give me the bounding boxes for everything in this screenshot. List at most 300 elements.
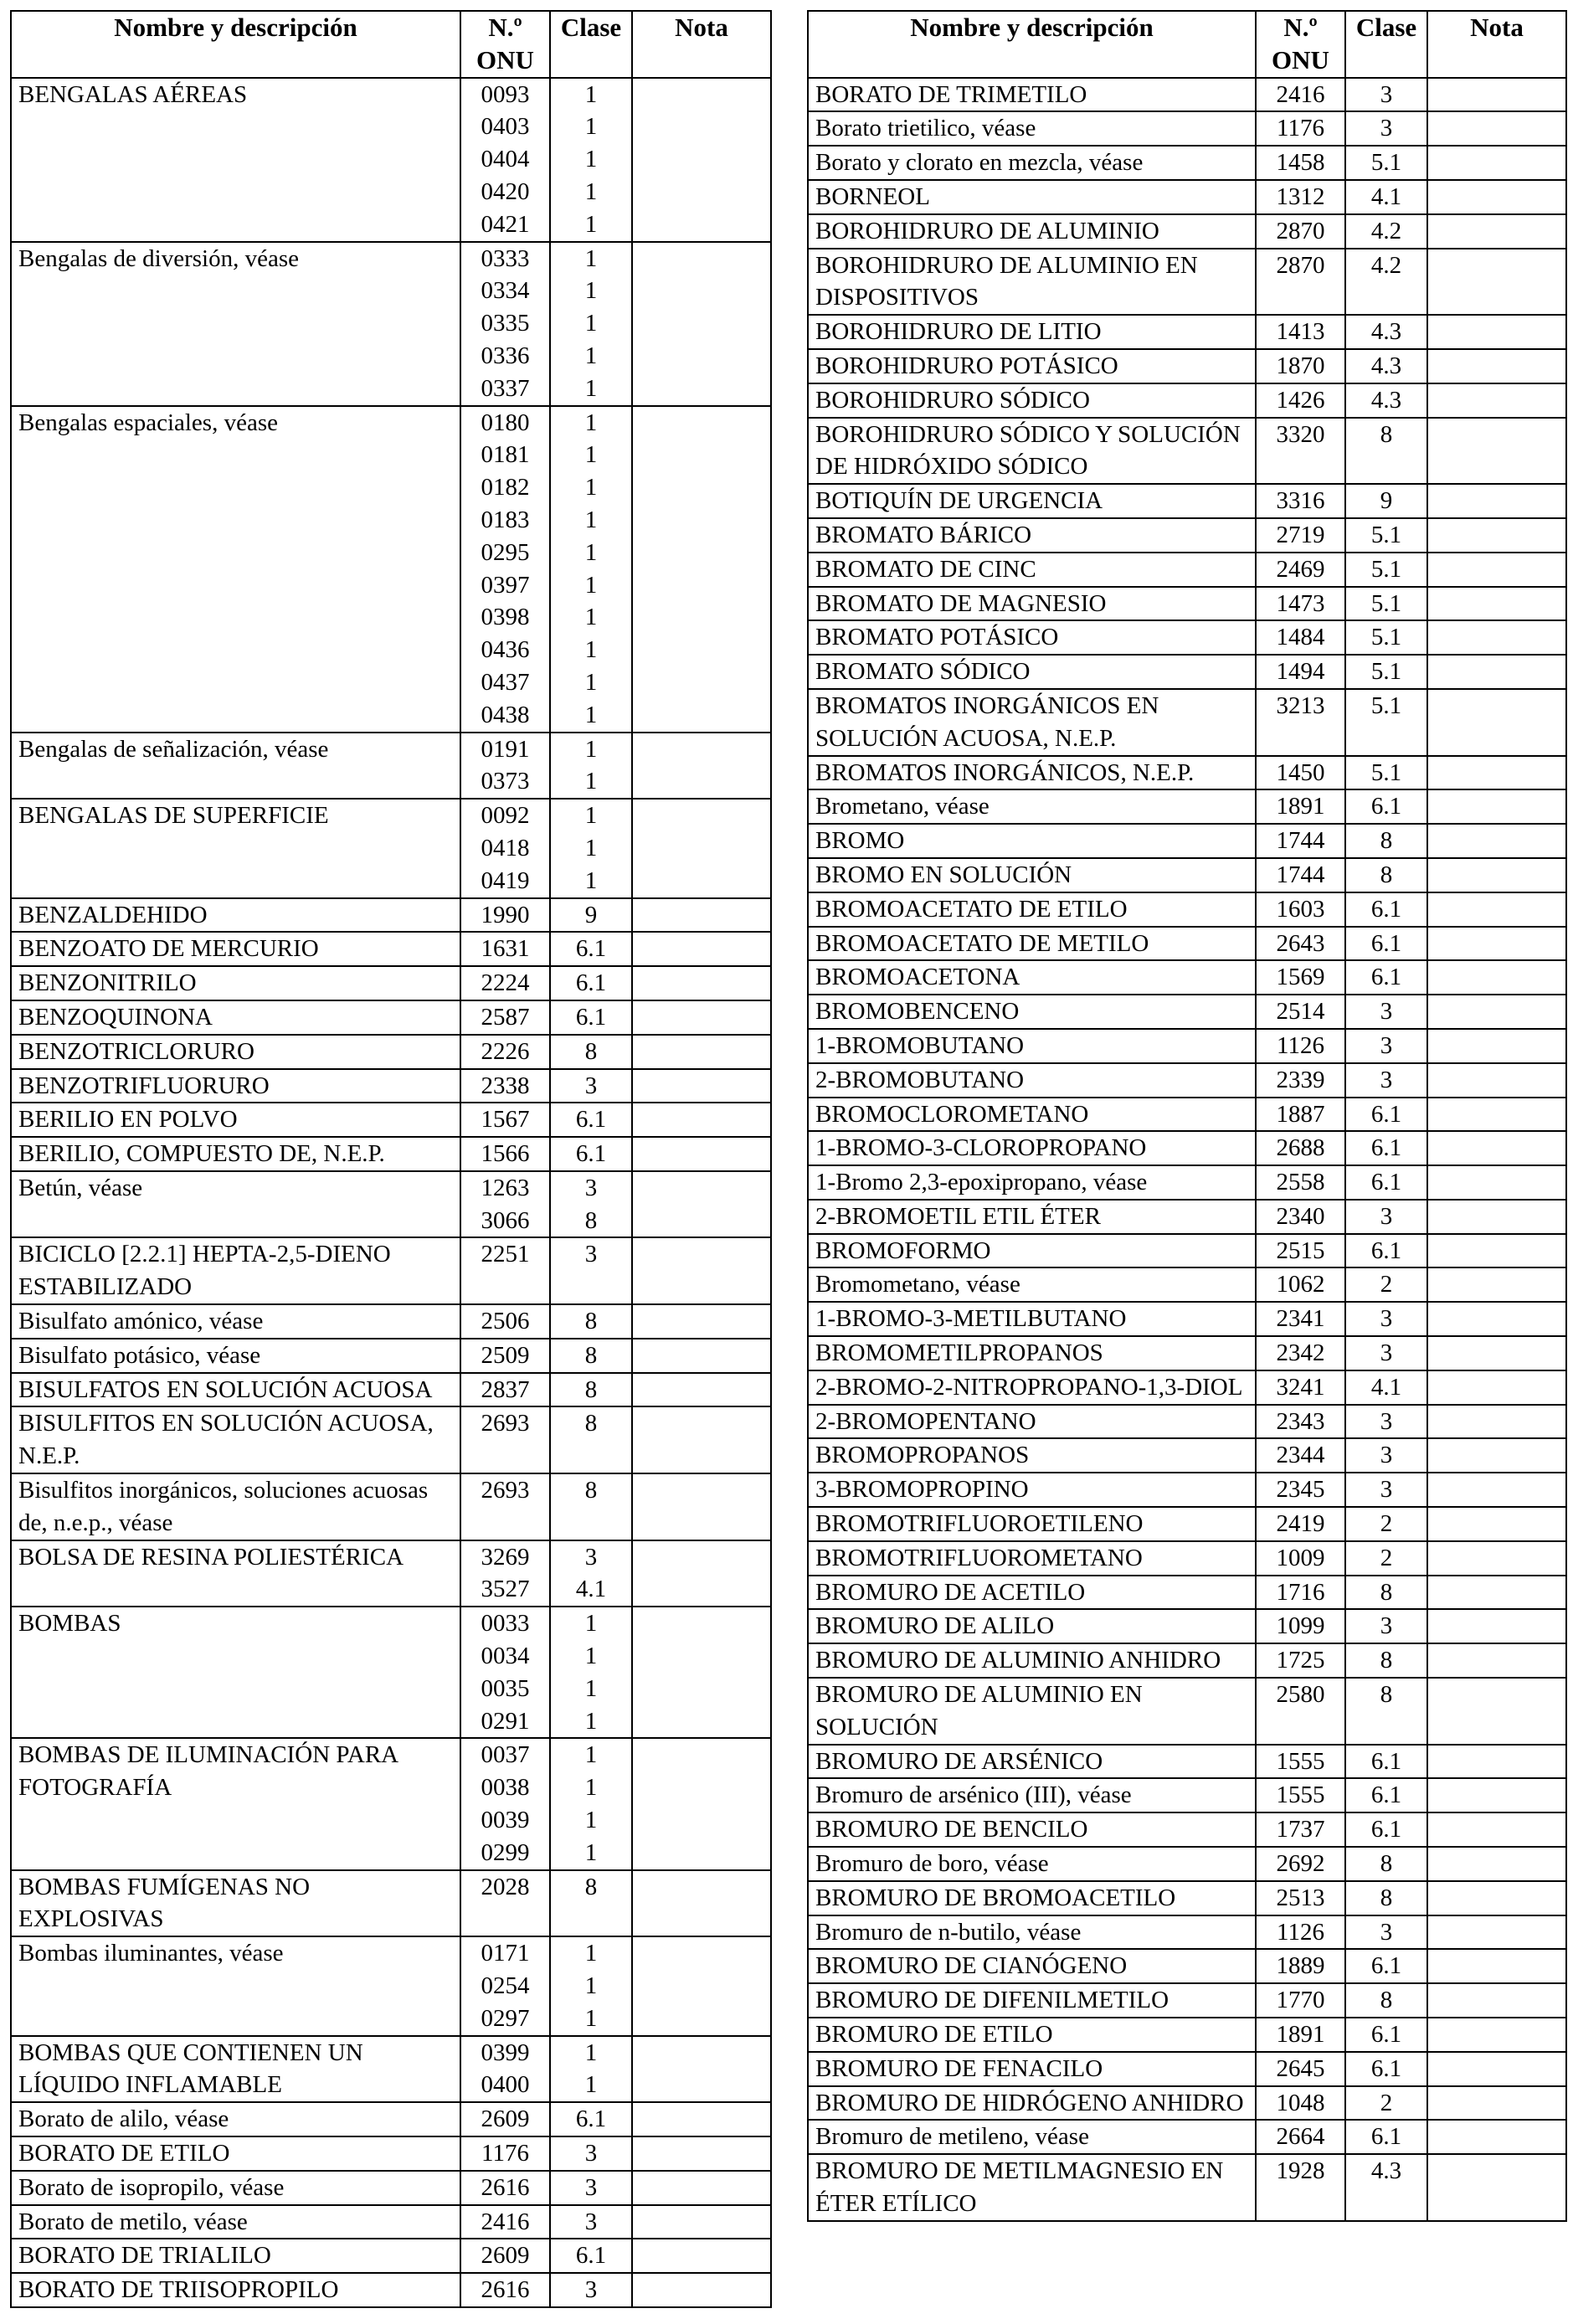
hazard-class: 3 [1380, 1031, 1393, 1059]
un-number: 1928 [1276, 2157, 1325, 2185]
table-row [808, 1778, 1566, 1812]
un-number: 0398 [481, 604, 530, 631]
hazard-class: 4.3 [1370, 386, 1402, 414]
substance-name: 2-BROMOETIL ETIL ÉTER [808, 1200, 1256, 1234]
un-number-cell [460, 898, 550, 933]
class-cell [1345, 349, 1427, 383]
un-number-cell [1256, 1200, 1345, 1234]
un-number: 2664 [1276, 2123, 1325, 2151]
un-number: 3316 [1276, 487, 1325, 515]
note-cell [1427, 315, 1566, 349]
substance-name: BROMATO POTÁSICO [808, 620, 1256, 655]
substance-name: BOROHIDRURO DE ALUMINIO [808, 214, 1256, 249]
note-cell [1427, 1098, 1566, 1132]
table-row [808, 1063, 1566, 1098]
hazard-class: 5.1 [1370, 589, 1402, 617]
table-row [808, 1336, 1566, 1370]
un-number-cell [1256, 1165, 1345, 1200]
un-number: 1569 [1276, 964, 1325, 991]
hazard-class: 6.1 [1370, 1100, 1402, 1128]
un-number: 1725 [1276, 1647, 1325, 1674]
hazard-class: 3 [1380, 1066, 1393, 1093]
note-cell [1427, 1949, 1566, 1983]
note-cell [1427, 587, 1566, 621]
table-row [11, 1137, 771, 1171]
note-cell [1427, 1881, 1566, 1915]
un-number-cell [460, 733, 550, 800]
class-cell [1345, 995, 1427, 1029]
un-number-cell [460, 406, 550, 733]
note-cell [1427, 78, 1566, 112]
note-cell [1427, 620, 1566, 655]
table-row [808, 484, 1566, 518]
table-row [808, 111, 1566, 146]
class-cell [1345, 1507, 1427, 1541]
substance-name: BERILIO, COMPUESTO DE, N.E.P. [11, 1137, 460, 1171]
header-un-number: N.º ONU [460, 11, 550, 78]
note-cell [1427, 1029, 1566, 1063]
substance-name: Bisulfato amónico, véase [11, 1304, 460, 1339]
substance-name: BROMURO DE ACETILO [808, 1576, 1256, 1610]
table-row [808, 960, 1566, 995]
hazard-class: 6.1 [575, 1003, 607, 1031]
un-number: 0295 [481, 538, 530, 566]
substance-name: BROMURO DE FENACILO [808, 2052, 1256, 2086]
hazard-class: 1 [584, 177, 598, 205]
class-cell [550, 1540, 632, 1607]
un-number-cell [1256, 1881, 1345, 1915]
substance-name: Bombas iluminantes, véase [11, 1936, 460, 2035]
table-row [808, 1302, 1566, 1336]
un-number-cell [1256, 1745, 1345, 1779]
hazard-class: 1 [584, 244, 598, 272]
hazard-class: 8 [584, 1037, 598, 1065]
hazard-class: 3 [584, 2208, 598, 2235]
substance-name: BROMURO DE BENCILO [808, 1812, 1256, 1847]
un-number: 1263 [481, 1174, 530, 1201]
un-number: 3241 [1276, 1373, 1325, 1401]
hazard-class: 9 [1380, 487, 1393, 515]
un-number: 0037 [481, 1741, 530, 1769]
note-cell [1427, 824, 1566, 858]
table-row [808, 655, 1566, 689]
note-cell [1427, 1812, 1566, 1847]
table-row [808, 927, 1566, 961]
substance-name: BROMATOS INORGÁNICOS, N.E.P. [808, 756, 1256, 790]
class-cell [550, 2239, 632, 2273]
un-number: 2506 [481, 1308, 530, 1335]
un-number: 1413 [1276, 318, 1325, 346]
table-row [808, 249, 1566, 316]
class-cell [550, 2102, 632, 2136]
un-number: 1312 [1276, 183, 1325, 210]
un-number-cell [1256, 1609, 1345, 1643]
note-cell [1427, 1131, 1566, 1165]
table-row [11, 2102, 771, 2136]
hazard-class: 2 [1380, 1510, 1393, 1538]
hazard-class: 1 [584, 1643, 598, 1670]
note-cell [1427, 484, 1566, 518]
header-row [808, 11, 1566, 78]
hazard-class: 8 [1380, 1578, 1393, 1606]
un-number: 1716 [1276, 1578, 1325, 1606]
class-cell [1345, 1063, 1427, 1098]
note-cell [1427, 214, 1566, 249]
substance-name: BROMOTRIFLUOROETILENO [808, 1507, 1256, 1541]
table-row [808, 1098, 1566, 1132]
class-cell [1345, 2154, 1427, 2221]
hazard-class: 1 [584, 146, 598, 173]
table-row [808, 587, 1566, 621]
hazard-class: 4.3 [1370, 352, 1402, 379]
hazard-class: 3 [584, 2140, 598, 2167]
class-cell [1345, 1812, 1427, 1847]
class-cell [1345, 960, 1427, 995]
note-cell [1427, 1063, 1566, 1098]
table-row [808, 1576, 1566, 1610]
hazard-class: 6.1 [575, 1106, 607, 1134]
note-cell [1427, 1405, 1566, 1439]
un-number: 2338 [481, 1072, 530, 1099]
un-number: 2558 [1276, 1169, 1325, 1196]
un-number: 2580 [1276, 1681, 1325, 1709]
substance-name: BOROHIDRURO SÓDICO [808, 383, 1256, 418]
substance-name: Borato de isopropilo, véase [11, 2171, 460, 2205]
table-row [808, 1200, 1566, 1234]
table-row [808, 146, 1566, 180]
un-number: 1484 [1276, 624, 1325, 651]
table-row [808, 2018, 1566, 2052]
class-cell [1345, 1098, 1427, 1132]
table-row [11, 1540, 771, 1607]
un-number: 1048 [1276, 2089, 1325, 2116]
table-row [11, 1870, 771, 1937]
un-number-cell [1256, 756, 1345, 790]
un-number: 2692 [1276, 1850, 1325, 1878]
un-number-cell [1256, 111, 1345, 146]
hazard-class: 1 [584, 506, 598, 533]
class-cell [550, 406, 632, 733]
substance-name: BOMBAS QUE CONTIENEN UN LÍQUIDO INFLAMABLE [11, 2036, 460, 2103]
class-cell [1345, 383, 1427, 418]
un-number-cell [460, 2036, 550, 2103]
un-number: 2719 [1276, 521, 1325, 548]
hazard-class: 8 [584, 1477, 598, 1504]
hazard-class: 3 [1380, 1442, 1393, 1469]
hazard-class: 8 [584, 1206, 598, 1234]
hazard-class: 1 [584, 768, 598, 795]
note-cell [1427, 383, 1566, 418]
class-cell [550, 1237, 632, 1304]
un-number: 1458 [1276, 149, 1325, 177]
un-number: 2339 [1276, 1066, 1325, 1093]
note-cell [632, 2205, 771, 2239]
un-number: 1176 [481, 2140, 529, 2167]
un-number: 0333 [481, 244, 530, 272]
substance-name: Bromometano, véase [808, 1267, 1256, 1302]
un-number: 2693 [481, 1410, 530, 1437]
note-cell [632, 242, 771, 406]
table-row [11, 2171, 771, 2205]
hazard-class: 5.1 [1370, 521, 1402, 548]
class-cell [1345, 2120, 1427, 2154]
note-cell [632, 1373, 771, 1407]
un-number-cell [1256, 1131, 1345, 1165]
un-number-cell [460, 2102, 550, 2136]
table-row [808, 383, 1566, 418]
table-row [11, 1304, 771, 1339]
substance-name: Bisulfato potásico, véase [11, 1339, 460, 1373]
un-number: 2469 [1276, 555, 1325, 583]
class-cell [1345, 689, 1427, 756]
note-cell [632, 898, 771, 933]
class-cell [1345, 1336, 1427, 1370]
un-number-cell [1256, 214, 1345, 249]
class-cell [1345, 1234, 1427, 1268]
hazard-class: 3 [1380, 1407, 1393, 1435]
hazard-class: 4.3 [1370, 2157, 1402, 2185]
un-number-cell [460, 1237, 550, 1304]
hazard-class: 4.2 [1370, 251, 1402, 279]
un-number-cell [460, 966, 550, 1000]
hazard-class: 6.1 [1370, 1747, 1402, 1775]
un-number: 1062 [1276, 1271, 1325, 1298]
hazard-class: 2 [1380, 2089, 1393, 2116]
note-cell [1427, 1267, 1566, 1302]
hazard-class: 6.1 [1370, 1169, 1402, 1196]
note-cell [1427, 927, 1566, 961]
substance-name: BOMBAS FUMÍGENAS NO EXPLOSIVAS [11, 1870, 460, 1937]
class-cell [1345, 892, 1427, 927]
un-number: 1889 [1276, 1952, 1325, 1980]
un-number-cell [1256, 146, 1345, 180]
un-number-cell [1256, 1405, 1345, 1439]
class-cell [550, 1738, 632, 1869]
un-number-cell [460, 2205, 550, 2239]
un-number: 0337 [481, 374, 530, 402]
substance-name: BOROHIDRURO POTÁSICO [808, 349, 1256, 383]
un-number-cell [1256, 553, 1345, 587]
class-cell [1345, 620, 1427, 655]
un-number: 0180 [481, 409, 530, 436]
hazard-class: 3 [1380, 1476, 1393, 1504]
hazard-class: 5.1 [1370, 692, 1402, 719]
note-cell [632, 2171, 771, 2205]
un-number: 0437 [481, 668, 530, 696]
un-number-cell [1256, 1234, 1345, 1268]
hazard-class: 5.1 [1370, 624, 1402, 651]
table-row [11, 1373, 771, 1407]
un-number: 0039 [481, 1807, 530, 1834]
un-number: 0093 [481, 80, 530, 108]
substance-name: Bromuro de arsénico (III), véase [808, 1778, 1256, 1812]
un-number: 2224 [481, 969, 530, 997]
un-number-cell [1256, 78, 1345, 112]
left-table [10, 10, 772, 2308]
note-cell [1427, 146, 1566, 180]
hazard-class: 6.1 [1370, 929, 1402, 957]
note-cell [632, 1406, 771, 1473]
un-number-cell [1256, 1473, 1345, 1507]
un-number: 1631 [481, 935, 530, 963]
table-row [11, 799, 771, 897]
class-cell [1345, 518, 1427, 553]
substance-name: Bengalas de diversión, véase [11, 242, 460, 406]
substance-name: Bengalas de señalización, véase [11, 733, 460, 800]
table-row [11, 1237, 771, 1304]
substance-name: BOROHIDRURO DE LITIO [808, 315, 1256, 349]
un-number: 0403 [481, 113, 530, 141]
un-number: 1891 [1276, 2021, 1325, 2049]
substance-name: Borato de metilo, véase [11, 2205, 460, 2239]
hazard-class: 1 [584, 1940, 598, 1967]
note-cell [632, 2136, 771, 2171]
un-number: 2345 [1276, 1476, 1325, 1504]
hazard-class: 3 [1380, 1305, 1393, 1333]
note-cell [632, 406, 771, 733]
table-row [808, 1473, 1566, 1507]
hazard-class: 1 [584, 735, 598, 763]
substance-name: BROMURO DE ALUMINIO ANHIDRO [808, 1643, 1256, 1678]
table-row [11, 1069, 771, 1103]
un-number: 2609 [481, 2242, 530, 2270]
un-number: 0400 [481, 2071, 530, 2099]
un-number-cell [1256, 892, 1345, 927]
hazard-class: 8 [584, 1410, 598, 1437]
class-cell [1345, 1745, 1427, 1779]
hazard-class: 5.1 [1370, 658, 1402, 686]
un-number: 1744 [1276, 827, 1325, 855]
substance-name: BORATO DE ETILO [11, 2136, 460, 2171]
un-number: 2616 [481, 2173, 530, 2201]
class-cell [550, 1035, 632, 1069]
class-cell [1345, 1576, 1427, 1610]
un-number-cell [460, 1473, 550, 1540]
un-number-cell [460, 1103, 550, 1137]
un-number: 2416 [481, 2208, 530, 2235]
un-number: 0404 [481, 146, 530, 173]
table-row [808, 315, 1566, 349]
un-number-cell [1256, 1983, 1345, 2018]
table-row [11, 966, 771, 1000]
hazard-class: 1 [584, 113, 598, 141]
note-cell [632, 78, 771, 242]
substance-name: BROMATO DE CINC [808, 553, 1256, 587]
substance-name: Borato y clorato en mezcla, véase [808, 146, 1256, 180]
class-cell [1345, 1881, 1427, 1915]
un-number-cell [1256, 1302, 1345, 1336]
substance-name: BROMURO DE ALUMINIO EN SOLUCIÓN [808, 1678, 1256, 1745]
note-cell [1427, 1302, 1566, 1336]
note-cell [632, 1237, 771, 1304]
note-cell [1427, 1915, 1566, 1950]
un-number: 1990 [481, 901, 530, 928]
substance-name: Bengalas espaciales, véase [11, 406, 460, 733]
note-cell [632, 932, 771, 966]
hazard-class: 6.1 [1370, 1816, 1402, 1843]
un-number: 2028 [481, 1873, 530, 1900]
un-number: 3269 [481, 1543, 530, 1571]
un-number: 1555 [1276, 1782, 1325, 1809]
un-number: 0033 [481, 1610, 530, 1638]
hazard-class: 1 [584, 1838, 598, 1866]
hazard-class: 8 [1380, 1681, 1393, 1709]
hazard-class: 1 [584, 636, 598, 664]
substance-name: BROMURO DE BROMOACETILO [808, 1881, 1256, 1915]
header-name: Nombre y descripción [808, 11, 1256, 78]
hazard-class: 1 [584, 604, 598, 631]
table-row [808, 1983, 1566, 2018]
un-number: 0397 [481, 571, 530, 599]
hazard-class: 3 [584, 2276, 598, 2304]
un-number-cell [1256, 995, 1345, 1029]
un-number-cell [1256, 1507, 1345, 1541]
note-cell [1427, 1473, 1566, 1507]
substance-name: BROMOFORMO [808, 1234, 1256, 1268]
hazard-class: 3 [1380, 115, 1393, 142]
hazard-class: 8 [1380, 827, 1393, 855]
substance-name: 3-BROMOPROPINO [808, 1473, 1256, 1507]
hazard-class: 1 [584, 409, 598, 436]
un-number-cell [1256, 1812, 1345, 1847]
un-number: 0336 [481, 342, 530, 369]
un-number-cell [1256, 587, 1345, 621]
un-number-cell [1256, 655, 1345, 689]
note-cell [632, 1304, 771, 1339]
un-number: 0171 [481, 1940, 530, 1967]
substance-name: BROMURO DE ARSÉNICO [808, 1745, 1256, 1779]
un-number-cell [1256, 1098, 1345, 1132]
hazard-class: 6.1 [575, 969, 607, 997]
un-number: 2416 [1276, 80, 1325, 108]
table-row [808, 995, 1566, 1029]
note-cell [1427, 892, 1566, 927]
substance-name: BROMO [808, 824, 1256, 858]
un-number-cell [1256, 249, 1345, 316]
substance-name: BENGALAS DE SUPERFICIE [11, 799, 460, 897]
hazard-class: 8 [584, 1873, 598, 1900]
note-cell [1427, 1507, 1566, 1541]
un-number-cell [1256, 418, 1345, 485]
note-cell [632, 2273, 771, 2307]
un-number-cell [460, 1607, 550, 1738]
un-number: 0092 [481, 802, 530, 830]
class-cell [1345, 1200, 1427, 1234]
un-number-cell [460, 78, 550, 242]
substance-name: BOTIQUÍN DE URGENCIA [808, 484, 1256, 518]
substance-name: 2-BROMO-2-NITROPROPANO-1,3-DIOL [808, 1370, 1256, 1405]
un-number: 0182 [481, 474, 530, 501]
class-cell [550, 1870, 632, 1937]
un-number: 0191 [481, 735, 530, 763]
class-cell [1345, 1165, 1427, 1200]
table-row [11, 1171, 771, 1238]
hazard-class: 6.1 [575, 1140, 607, 1168]
class-cell [1345, 655, 1427, 689]
hazard-class: 3 [584, 1241, 598, 1268]
un-number-cell [1256, 1643, 1345, 1678]
substance-name: BENGALAS AÉREAS [11, 78, 460, 242]
un-number-cell [1256, 1541, 1345, 1576]
un-number-cell [1256, 484, 1345, 518]
class-cell [550, 242, 632, 406]
hazard-class: 9 [584, 901, 598, 928]
hazard-class: 8 [1380, 420, 1393, 448]
hazard-class: 4.1 [1370, 1373, 1402, 1401]
table-row [808, 1405, 1566, 1439]
note-cell [1427, 1678, 1566, 1745]
class-cell [1345, 1131, 1427, 1165]
